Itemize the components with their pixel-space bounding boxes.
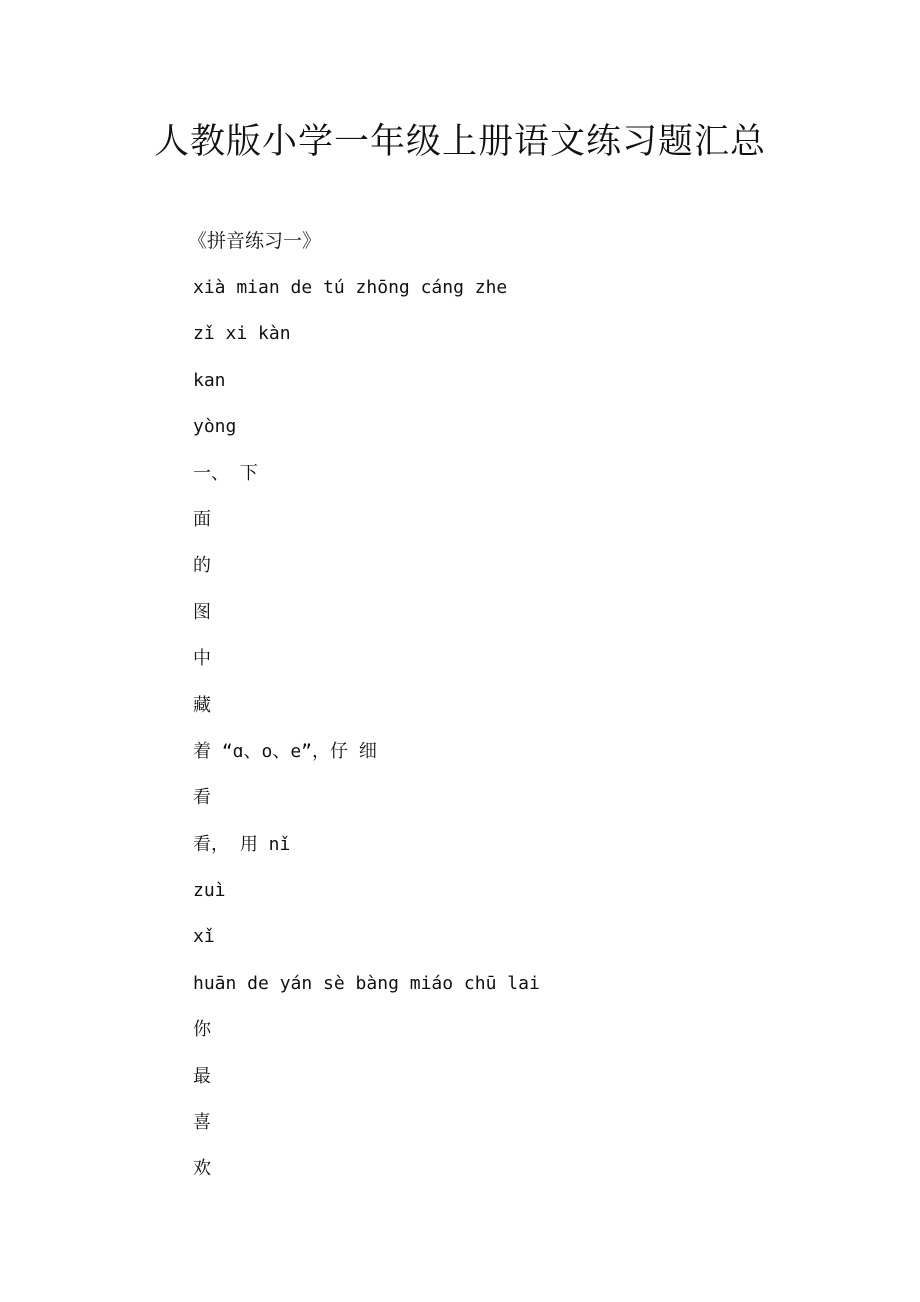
exercise-line: 藏	[193, 694, 211, 716]
exercise-line: 最	[193, 1065, 211, 1087]
exercise-line: 喜	[193, 1112, 211, 1134]
exercise-line: yòng	[193, 416, 237, 438]
exercise-line: zuì	[193, 880, 226, 902]
exercise-line: 你	[193, 1019, 211, 1041]
section-title: 《拼音练习一》	[188, 230, 322, 252]
exercise-line: zǐ xi kàn	[193, 323, 291, 345]
exercise-line: 中	[193, 648, 211, 670]
exercise-line: 面	[193, 508, 211, 530]
exercise-line: 一、 下	[193, 462, 258, 484]
exercise-line: huān de yán sè bàng miáo chū lai	[193, 972, 540, 994]
exercise-line: kan	[193, 369, 226, 391]
document-title: 人教版小学一年级上册语文练习题汇总	[153, 122, 766, 162]
exercise-line: 图	[193, 601, 211, 623]
exercise-line: 看	[193, 787, 211, 809]
exercise-lines	[193, 272, 540, 1200]
exercise-line: xià mian de tú zhōng cáng zhe	[193, 277, 508, 298]
exercise-line: 欢	[193, 1158, 211, 1180]
exercise-line: 看， 用 nǐ	[193, 833, 291, 855]
exercise-line: 着 “ɑ、o、e”，仔 细	[193, 740, 377, 762]
exercise-line: 的	[193, 555, 211, 577]
exercise-line: xǐ	[193, 926, 215, 948]
